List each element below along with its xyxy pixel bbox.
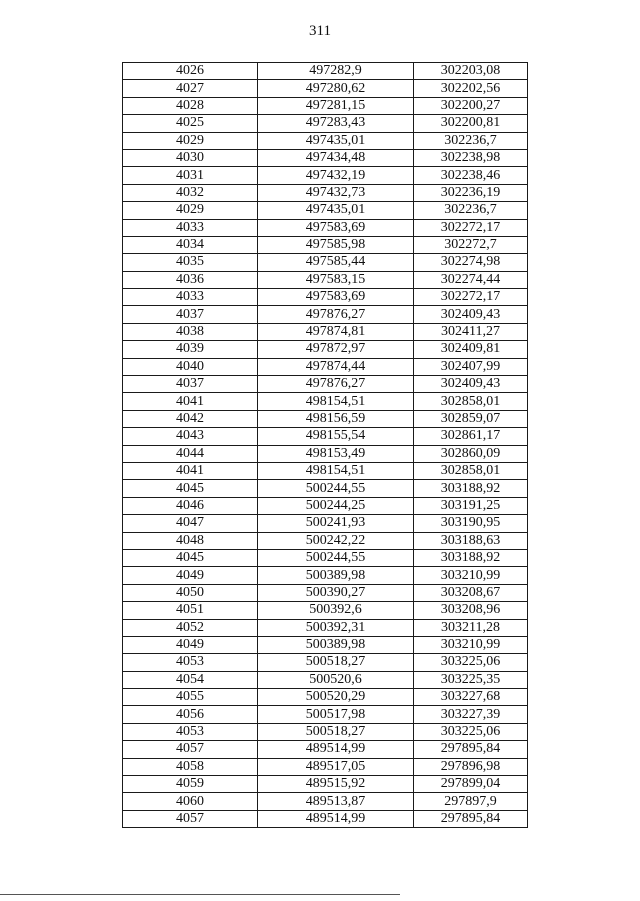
- y-coordinate-cell: 302274,98: [414, 254, 528, 271]
- point-number-cell: 4029: [123, 132, 258, 149]
- point-number-cell: 4034: [123, 236, 258, 253]
- y-coordinate-cell: 302236,19: [414, 184, 528, 201]
- x-coordinate-cell: 497282,9: [258, 63, 414, 80]
- x-coordinate-cell: 497283,43: [258, 115, 414, 132]
- table-row: [123, 810, 528, 827]
- table-row: [123, 115, 528, 132]
- x-coordinate-cell: 497585,98: [258, 236, 414, 253]
- point-number-cell: 4040: [123, 358, 258, 375]
- point-number-cell: 4041: [123, 462, 258, 479]
- x-coordinate-cell: 500244,25: [258, 497, 414, 514]
- y-coordinate-cell: 302858,01: [414, 393, 528, 410]
- x-coordinate-cell: 500241,93: [258, 515, 414, 532]
- point-number-cell: 4059: [123, 776, 258, 793]
- y-coordinate-cell: 303227,68: [414, 689, 528, 706]
- table-row: [123, 97, 528, 114]
- y-coordinate-cell: 303188,92: [414, 549, 528, 566]
- point-number-cell: 4037: [123, 376, 258, 393]
- y-coordinate-cell: 302861,17: [414, 428, 528, 445]
- y-coordinate-cell: 302200,27: [414, 97, 528, 114]
- x-coordinate-cell: 497432,73: [258, 184, 414, 201]
- point-number-cell: 4046: [123, 497, 258, 514]
- point-number-cell: 4060: [123, 793, 258, 810]
- point-number-cell: 4054: [123, 671, 258, 688]
- point-number-cell: 4041: [123, 393, 258, 410]
- table-row: [123, 671, 528, 688]
- y-coordinate-cell: 302272,17: [414, 219, 528, 236]
- x-coordinate-cell: 489513,87: [258, 793, 414, 810]
- y-coordinate-cell: 303208,67: [414, 584, 528, 601]
- table-row: [123, 619, 528, 636]
- point-number-cell: 4053: [123, 723, 258, 740]
- y-coordinate-cell: 303190,95: [414, 515, 528, 532]
- x-coordinate-cell: 500244,55: [258, 480, 414, 497]
- x-coordinate-cell: 497434,48: [258, 149, 414, 166]
- table-row: [123, 167, 528, 184]
- point-number-cell: 4048: [123, 532, 258, 549]
- table-row: [123, 341, 528, 358]
- table-row: [123, 219, 528, 236]
- point-number-cell: 4049: [123, 567, 258, 584]
- table-row: [123, 584, 528, 601]
- y-coordinate-cell: 302859,07: [414, 410, 528, 427]
- table-row: [123, 723, 528, 740]
- x-coordinate-cell: 500242,22: [258, 532, 414, 549]
- table-row: [123, 358, 528, 375]
- table-row: [123, 741, 528, 758]
- coordinates-table-body: [123, 63, 528, 828]
- y-coordinate-cell: 302409,81: [414, 341, 528, 358]
- x-coordinate-cell: 500392,31: [258, 619, 414, 636]
- x-coordinate-cell: 500518,27: [258, 723, 414, 740]
- point-number-cell: 4028: [123, 97, 258, 114]
- table-row: [123, 567, 528, 584]
- table-row: [123, 497, 528, 514]
- y-coordinate-cell: 302236,7: [414, 202, 528, 219]
- x-coordinate-cell: 498153,49: [258, 445, 414, 462]
- x-coordinate-cell: 489517,05: [258, 758, 414, 775]
- x-coordinate-cell: 497281,15: [258, 97, 414, 114]
- x-coordinate-cell: 498154,51: [258, 462, 414, 479]
- table-row: [123, 636, 528, 653]
- table-row: [123, 149, 528, 166]
- table-row: [123, 254, 528, 271]
- x-coordinate-cell: 498156,59: [258, 410, 414, 427]
- point-number-cell: 4051: [123, 602, 258, 619]
- x-coordinate-cell: 497874,44: [258, 358, 414, 375]
- x-coordinate-cell: 497876,27: [258, 306, 414, 323]
- table-row: [123, 480, 528, 497]
- table-row: [123, 602, 528, 619]
- y-coordinate-cell: 297896,98: [414, 758, 528, 775]
- y-coordinate-cell: 302272,7: [414, 236, 528, 253]
- y-coordinate-cell: 297895,84: [414, 810, 528, 827]
- y-coordinate-cell: 302407,99: [414, 358, 528, 375]
- x-coordinate-cell: 497280,62: [258, 80, 414, 97]
- y-coordinate-cell: 303225,06: [414, 723, 528, 740]
- y-coordinate-cell: 302274,44: [414, 271, 528, 288]
- point-number-cell: 4043: [123, 428, 258, 445]
- point-number-cell: 4057: [123, 810, 258, 827]
- y-coordinate-cell: 303188,63: [414, 532, 528, 549]
- coordinates-table: [122, 62, 528, 828]
- y-coordinate-cell: 302272,17: [414, 289, 528, 306]
- y-coordinate-cell: 302200,81: [414, 115, 528, 132]
- table-row: [123, 445, 528, 462]
- table-row: [123, 532, 528, 549]
- point-number-cell: 4027: [123, 80, 258, 97]
- y-coordinate-cell: 297899,04: [414, 776, 528, 793]
- point-number-cell: 4035: [123, 254, 258, 271]
- y-coordinate-cell: 303211,28: [414, 619, 528, 636]
- y-coordinate-cell: 303210,99: [414, 567, 528, 584]
- x-coordinate-cell: 500520,6: [258, 671, 414, 688]
- y-coordinate-cell: 302860,09: [414, 445, 528, 462]
- table-row: [123, 515, 528, 532]
- table-row: [123, 793, 528, 810]
- point-number-cell: 4044: [123, 445, 258, 462]
- x-coordinate-cell: 500244,55: [258, 549, 414, 566]
- point-number-cell: 4039: [123, 341, 258, 358]
- y-coordinate-cell: 303210,99: [414, 636, 528, 653]
- point-number-cell: 4036: [123, 271, 258, 288]
- bottom-rule: [0, 894, 400, 895]
- y-coordinate-cell: 303191,25: [414, 497, 528, 514]
- y-coordinate-cell: 302858,01: [414, 462, 528, 479]
- x-coordinate-cell: 497872,97: [258, 341, 414, 358]
- y-coordinate-cell: 303188,92: [414, 480, 528, 497]
- x-coordinate-cell: 497583,69: [258, 289, 414, 306]
- table-row: [123, 289, 528, 306]
- x-coordinate-cell: 497583,69: [258, 219, 414, 236]
- y-coordinate-cell: 303225,06: [414, 654, 528, 671]
- point-number-cell: 4058: [123, 758, 258, 775]
- table-row: [123, 706, 528, 723]
- point-number-cell: 4031: [123, 167, 258, 184]
- point-number-cell: 4052: [123, 619, 258, 636]
- x-coordinate-cell: 497432,19: [258, 167, 414, 184]
- table-row: [123, 758, 528, 775]
- y-coordinate-cell: 302238,46: [414, 167, 528, 184]
- table-row: [123, 236, 528, 253]
- x-coordinate-cell: 500518,27: [258, 654, 414, 671]
- table-row: [123, 202, 528, 219]
- y-coordinate-cell: 297897,9: [414, 793, 528, 810]
- y-coordinate-cell: 302411,27: [414, 323, 528, 340]
- table-row: [123, 63, 528, 80]
- point-number-cell: 4026: [123, 63, 258, 80]
- x-coordinate-cell: 500390,27: [258, 584, 414, 601]
- x-coordinate-cell: 489515,92: [258, 776, 414, 793]
- x-coordinate-cell: 498155,54: [258, 428, 414, 445]
- table-row: [123, 689, 528, 706]
- x-coordinate-cell: 498154,51: [258, 393, 414, 410]
- y-coordinate-cell: 303227,39: [414, 706, 528, 723]
- x-coordinate-cell: 500389,98: [258, 567, 414, 584]
- x-coordinate-cell: 489514,99: [258, 810, 414, 827]
- x-coordinate-cell: 497435,01: [258, 202, 414, 219]
- x-coordinate-cell: 497435,01: [258, 132, 414, 149]
- point-number-cell: 4057: [123, 741, 258, 758]
- point-number-cell: 4037: [123, 306, 258, 323]
- point-number-cell: 4049: [123, 636, 258, 653]
- x-coordinate-cell: 500392,6: [258, 602, 414, 619]
- table-row: [123, 462, 528, 479]
- point-number-cell: 4033: [123, 219, 258, 236]
- table-row: [123, 428, 528, 445]
- y-coordinate-cell: 302409,43: [414, 376, 528, 393]
- table-row: [123, 549, 528, 566]
- point-number-cell: 4030: [123, 149, 258, 166]
- table-row: [123, 393, 528, 410]
- point-number-cell: 4029: [123, 202, 258, 219]
- point-number-cell: 4042: [123, 410, 258, 427]
- y-coordinate-cell: 297895,84: [414, 741, 528, 758]
- point-number-cell: 4032: [123, 184, 258, 201]
- table-row: [123, 80, 528, 97]
- point-number-cell: 4033: [123, 289, 258, 306]
- table-row: [123, 776, 528, 793]
- x-coordinate-cell: 489514,99: [258, 741, 414, 758]
- table-row: [123, 306, 528, 323]
- y-coordinate-cell: 302409,43: [414, 306, 528, 323]
- table-row: [123, 323, 528, 340]
- table-row: [123, 410, 528, 427]
- table-row: [123, 376, 528, 393]
- y-coordinate-cell: 302236,7: [414, 132, 528, 149]
- point-number-cell: 4050: [123, 584, 258, 601]
- x-coordinate-cell: 497876,27: [258, 376, 414, 393]
- table-row: [123, 132, 528, 149]
- point-number-cell: 4053: [123, 654, 258, 671]
- y-coordinate-cell: 302203,08: [414, 63, 528, 80]
- y-coordinate-cell: 302238,98: [414, 149, 528, 166]
- page-number: 311: [309, 23, 331, 39]
- y-coordinate-cell: 303208,96: [414, 602, 528, 619]
- point-number-cell: 4045: [123, 549, 258, 566]
- table-row: [123, 184, 528, 201]
- point-number-cell: 4055: [123, 689, 258, 706]
- table-row: [123, 654, 528, 671]
- x-coordinate-cell: 500517,98: [258, 706, 414, 723]
- y-coordinate-cell: 303225,35: [414, 671, 528, 688]
- y-coordinate-cell: 302202,56: [414, 80, 528, 97]
- x-coordinate-cell: 497874,81: [258, 323, 414, 340]
- x-coordinate-cell: 500520,29: [258, 689, 414, 706]
- point-number-cell: 4047: [123, 515, 258, 532]
- point-number-cell: 4056: [123, 706, 258, 723]
- x-coordinate-cell: 497583,15: [258, 271, 414, 288]
- point-number-cell: 4038: [123, 323, 258, 340]
- x-coordinate-cell: 500389,98: [258, 636, 414, 653]
- table-row: [123, 271, 528, 288]
- point-number-cell: 4025: [123, 115, 258, 132]
- point-number-cell: 4045: [123, 480, 258, 497]
- x-coordinate-cell: 497585,44: [258, 254, 414, 271]
